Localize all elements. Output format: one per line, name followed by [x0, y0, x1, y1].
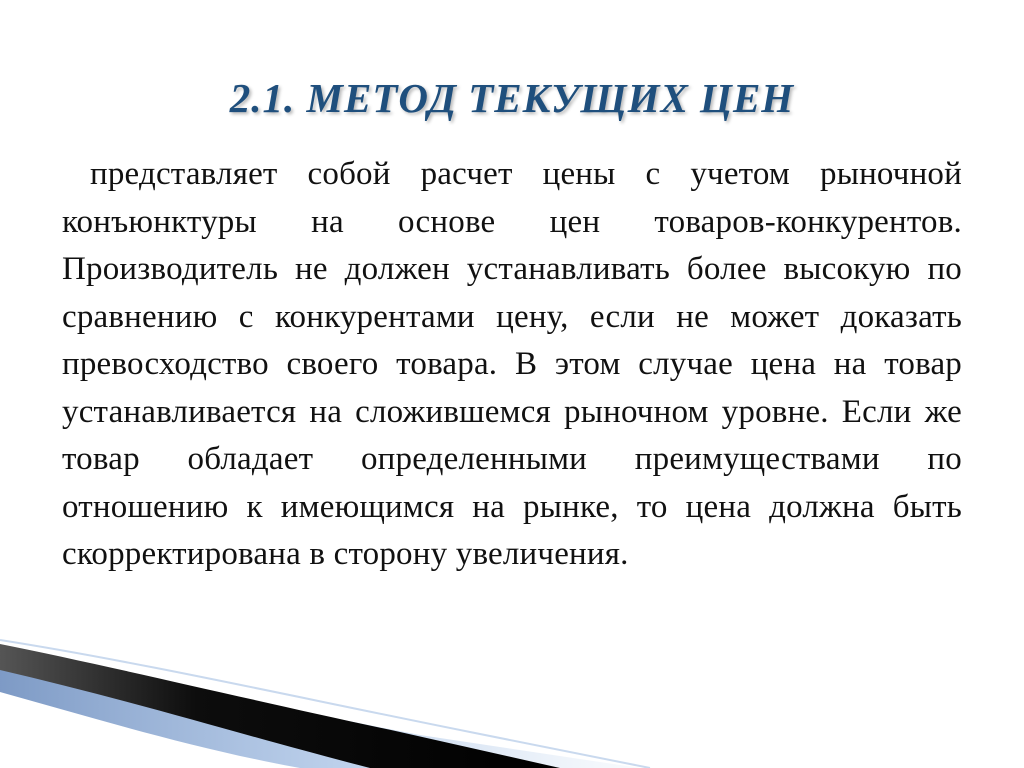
slide-body-text: представляет собой расчет цены с учетом рыночной конъюнктуры на основе цен товаров-конкурентов. Производитель не должен устанавливать более высокую по сравнению с конкурентами цену, если не может доказать превосходство своего товара. В этом случае цена на товар устанавливается на сложившемся рыночном уровне. Если же товар обладает определенными преимуществами по отношению к имеющимся на рынке, то цена должна быть скорректирована в сторону увеличения. [62, 156, 962, 572]
slide-title: 2.1. МЕТОД ТЕКУЩИХ ЦЕН [229, 75, 795, 121]
decorative-swoosh [0, 600, 1024, 768]
